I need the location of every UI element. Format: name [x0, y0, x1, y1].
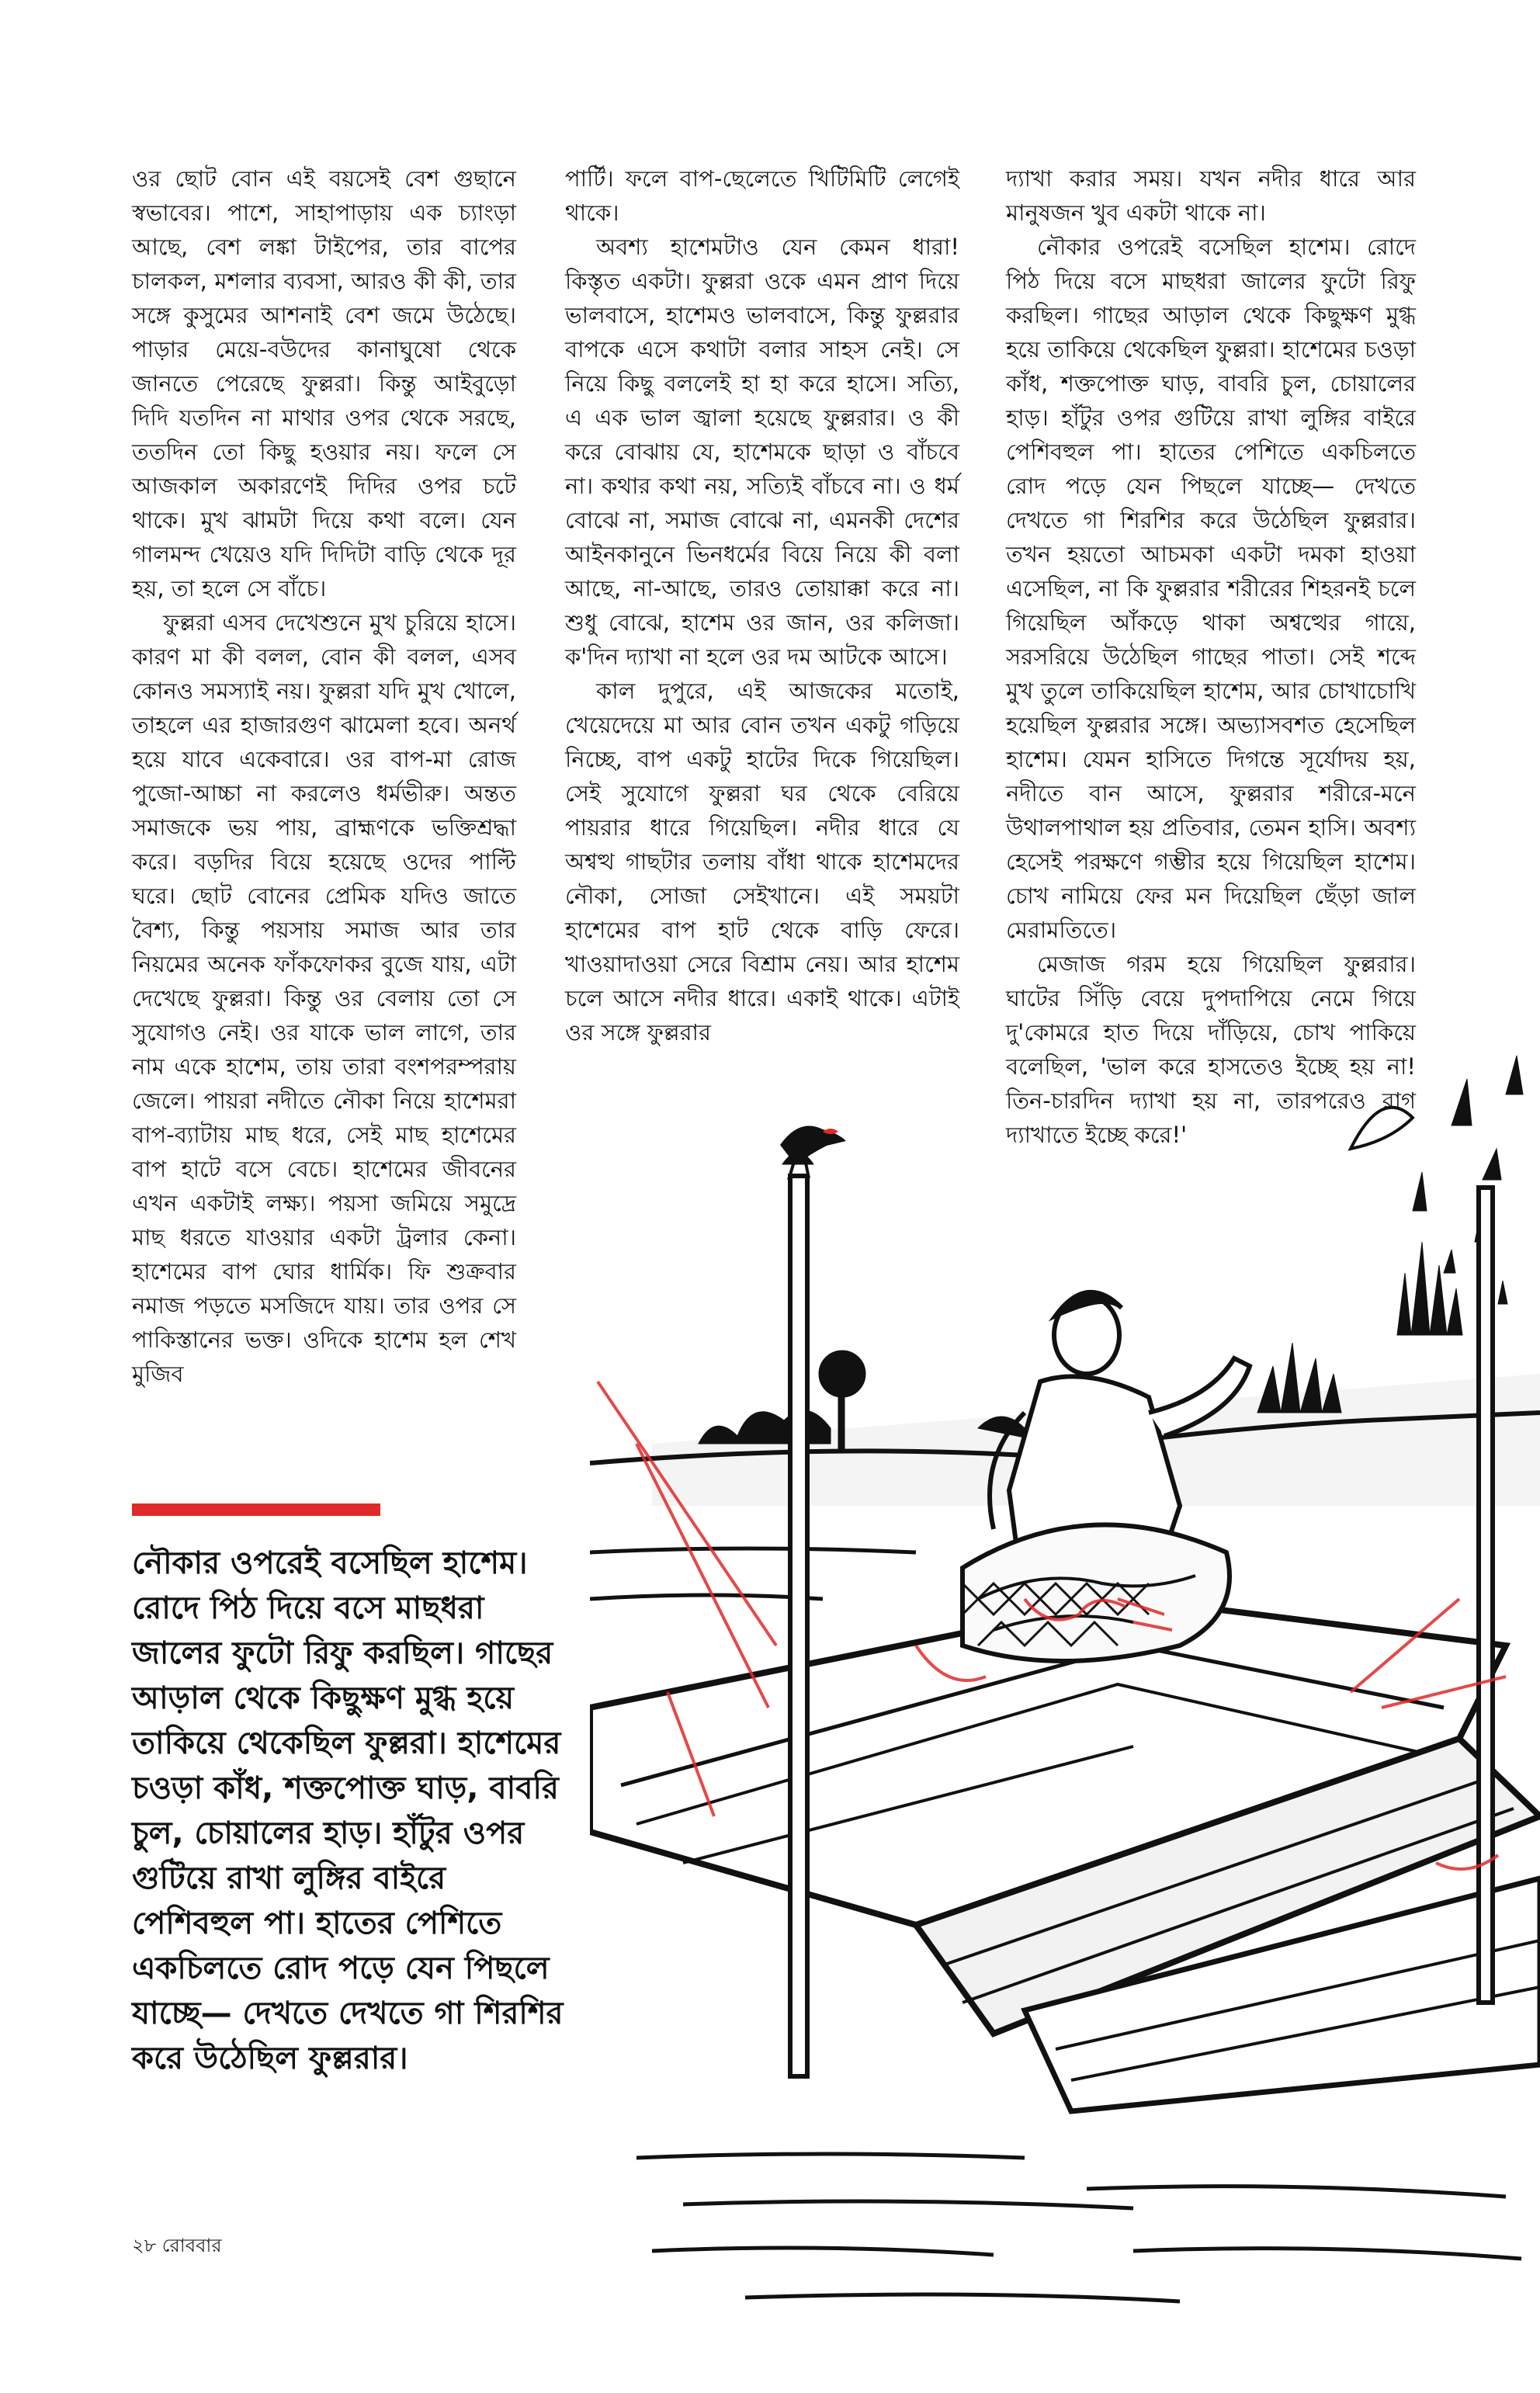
paragraph: মেজাজ গরম হয়ে গিয়েছিল ফুল্লরার। ঘাটের সিঁড়ি বেয়ে দুপদাপিয়ে নেমে গিয়ে দু'কোমরে হাত দিয়ে দাঁড়িয়ে, চোখ পাকিয়ে বলেছিল, 'ভাল করে হাসতেও ইচ্ছে হয় না! তিন-চারদিন দ্যাখা হয় না, তারপরেও রাগ দ্যাখাতে ইচ্ছে করে!': [1006, 951, 1416, 1148]
text-column-2: [565, 161, 959, 1049]
boat-illustration: [590, 1009, 1540, 2393]
paragraph: কাল দুপুরে, এই আজকের মতোই, খেয়েদেয়ে মা আর বোন তখন একটু গড়িয়ে নিচ্ছে, বাপ একটু হাটের দিকে গিয়েছিল। সেই সুযোগে ফুল্লরা ঘর থেকে বেরিয়ে পায়রার ধারে গিয়েছিল। নদীর ধারে যে অশ্বত্থ গাছটার তলায় বাঁধা থাকে হাশেমদের নৌকা, সোজা সেইখানে। এই সময়টা হাশেমের বাপ হাট থেকে বাড়ি ফেরে। খাওয়াদাওয়া সেরে বিশ্রাম নেয়। আর হাশেম চলে আসে নদীর ধারে। একাই থাকে। এটাই ওর সঙ্গে ফুল্লরার: [565, 678, 959, 1046]
paragraph: নৌকার ওপরেই বসেছিল হাশেম। রোদে পিঠ দিয়ে বসে মাছধরা জালের ফুটো রিফু করছিল। গাছের আড়াল থেকে কিছুক্ষণ মুগ্ধ হয়ে তাকিয়ে থেকেছিল ফুল্লরা। হাশেমের চওড়া কাঁধ, শক্তপোক্ত ঘাড়, বাবরি চুল, চোয়ালের হাড়। হাঁটুর ওপর গুটিয়ে রাখা লুঙ্গির বাইরে পেশিবহুল পা। হাতের পেশিতে একচিলতে রোদ পড়ে যেন পিছলে যাচ্ছে— দেখতে দেখতে গা শিরশির করে উঠেছিল ফুল্লরার। তখন হয়তো আচমকা একটা দমকা হাওয়া এসেছিল, না কি ফুল্লরার শরীরের শিহরনই চলে গিয়েছিল আঁকড়ে থাকা অশ্বত্থের গায়ে, সরসরিয়ে উঠেছিল গাছের পাতা। সেই শব্দে মুখ তুলে তাকিয়েছিল হাশেম, আর চোখাচোখি হয়েছিল ফুল্লরার সঙ্গে। অভ্যাসবশত হেসেছিল হাশেম। যেমন হাসিতে দিগন্তে সূর্যোদয় হয়, নদীতে বান আসে, ফুল্লরার শরীরে-মনে উথালপাথাল হয় প্রতিবার, তেমন হাসি। অবশ্য হেসেই পরক্ষণে গম্ভীর হয়ে গিয়েছিল হাশেম। চোখ নামিয়ে ফের মন দিয়েছিল ছেঁড়া জাল মেরামতিতে।: [1006, 234, 1416, 943]
paragraph: দ্যাখা করার সময়। যখন নদীর ধারে আর মানুষজন খুব একটা থাকে না।: [1006, 165, 1416, 226]
pull-quote: নৌকার ওপরেই বসেছিল হাশেম। রোদে পিঠ দিয়ে বসে মাছধরা জালের ফুটো রিফু করছিল। গাছের আড়াল থেকে কিছুক্ষণ মুগ্ধ হয়ে তাকিয়ে থেকেছিল ফুল্লরা। হাশেমের চওড়া কাঁধ, শক্তপোক্ত ঘাড়, বাবরি চুল, চোয়ালের হাড়। হাঁটুর ওপর গুটিয়ে রাখা লুঙ্গির বাইরে পেশিবহুল পা। হাতের পেশিতে একচিলতে রোদ পড়ে যেন পিছলে যাচ্ছে— দেখতে দেখতে গা শিরশির করে উঠেছিল ফুল্লরার।: [132, 1545, 564, 2076]
paragraph: ফুল্লরা এসব দেখেশুনে মুখ চুরিয়ে হাসে। কারণ মা কী বলল, বোন কী বলল, এসব কোনও সমস্যাই নয়। ফুল্লরা যদি মুখ খোলে, তাহলে এর হাজারগুণ ঝামেলা হবে। অনর্থ হয়ে যাবে একেবারে। ওর বাপ-মা রোজ পুজো-আচ্চা না করলেও ধর্মভীরু। অন্তত সমাজকে ভয় পায়, ব্রাহ্মণকে ভক্তিশ্রদ্ধা করে। বড়দির বিয়ে হয়েছে ওদের পাল্টি ঘরে। ছোট বোনের প্রেমিক যদিও জাতে বৈশ্য, কিন্তু পয়সায় সমাজ আর তার নিয়মের অনেক ফাঁকফোকর বুজে যায়, এটা দেখেছে ফুল্লরা। কিন্তু ওর বেলায় তো সে সুযোগও নেই। ওর যাকে ভাল লাগে, তার নাম একে হাশেম, তায় তারা বংশপরম্পরায় জেলে। পায়রা নদীতে নৌকা নিয়ে হাশেমরা বাপ-ব্যাটায় মাছ ধরে, সেই মাছ হাশেমের বাপ হাটে বসে বেচে। হাশেমের জীবনের এখন একটাই লক্ষ্য। পয়সা জমিয়ে সমুদ্রে মাছ ধরতে যাওয়ার একটা ট্রলার কেনা। হাশেমের বাপ ঘোর ধার্মিক। ফি শুক্রবার নমাজ পড়তে মসজিদে যায়। তার ওপর সে পাকিস্তানের ভক্ত। ওদিকে হাশেম হল শেখ মুজিব: [132, 609, 516, 1387]
paragraph: অবশ্য হাশেমটাও যেন কেমন ধারা! কিস্তৃত একটা। ফুল্লরা ওকে এমন প্রাণ দিয়ে ভালবাসে, হাশেমও ভালবাসে, কিন্তু ফুল্লরার বাপকে এসে কথাটা বলার সাহস নেই। সে নিয়ে কিছু বললেই হা হা করে হাসে। সত্যি, এ এক ভাল জ্বালা হয়েছে ফুল্লরার। ও কী করে বোঝায় যে, হাশেমকে ছাড়া ও বাঁচবে না। কথার কথা নয়, সত্যিই বাঁচবে না। ও ধর্ম বোঝে না, সমাজ বোঝে না, এমনকী দেশের আইনকানুনে ভিনধর্মের বিয়ে নিয়ে কী বলা আছে, না-আছে, তারও তোয়াক্কা করে না। শুধু বোঝে, হাশেম ওর জান, ওর কলিজা। ক'দিন দ্যাখা না হলে ওর দম আটকে আসে।: [565, 234, 959, 670]
paragraph: পার্টি। ফলে বাপ-ছেলেতে খিটিমিটি লেগেই থাকে।: [565, 165, 959, 226]
crow-bird: [780, 1126, 846, 1181]
text-column-1: [132, 161, 516, 1391]
paragraph: ওর ছোট বোন এই বয়সেই বেশ গুছানে স্বভাবের। পাশে, সাহাপাড়ায় এক চ্যাংড়া আছে, বেশ লঙ্কা টাইপের, তার বাপের চালকল, মশলার ব্যবসা, আরও কী কী, তার সঙ্গে কুসুমের আশনাই বেশ জমে উঠেছে। পাড়ার মেয়ে-বউদের কানাঘুষো থেকে জানতে পেরেছে ফুল্লরা। কিন্তু আইবুড়ো দিদি যতদিন না মাথার ওপর থেকে সরছে, ততদিন তো কিছু হওয়ার নয়। ফলে সে আজকাল অকারণেই দিদির ওপর চটে থাকে। মুখ ঝামটা দিয়ে কথা বলে। যেন গালমন্দ খেয়েও যদি দিদিটা বাড়ি থেকে দূর হয়, তা হলে সে বাঁচে।: [132, 165, 516, 602]
pull-quote-rule: [132, 1503, 380, 1516]
page-folio: ২৮ রোববার: [132, 2235, 222, 2256]
text-column-3: [1006, 161, 1416, 1152]
